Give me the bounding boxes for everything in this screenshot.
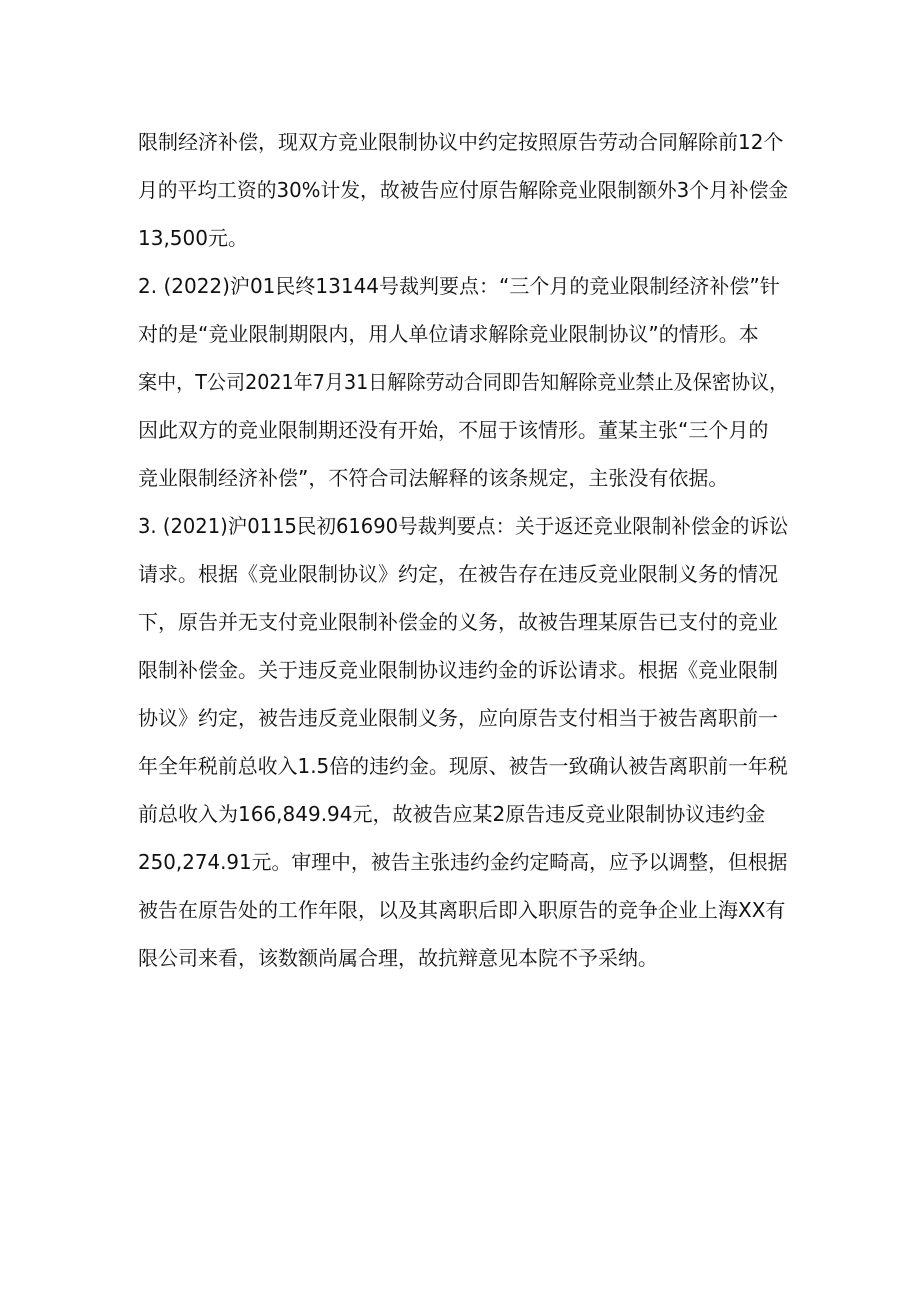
- text-line: 限制经济补偿，现双方竞业限制协议中约定按照原告劳动合同解除前12个: [138, 130, 784, 154]
- text-line: 250,274.91元。审理中，被告主张违约金约定畸高，应予以调整，但根据: [138, 850, 788, 874]
- text-line: 3. (2021)沪0115民初61690号裁判要点：关于返还竞业限制补偿金的诉讼: [138, 514, 789, 538]
- text-line: 请求。根据《竞业限制协议》约定，在被告存在违反竞业限制义务的情况: [138, 562, 778, 586]
- text-line: 限制补偿金。关于违反竞业限制协议违约金的诉讼请求。根据《竞业限制: [138, 658, 778, 682]
- text-line: 案中，T公司2021年7月31日解除劳动合同即告知解除竞业禁止及保密协议，: [138, 370, 789, 394]
- text-line: 对的是“竞业限制期限内，用人单位请求解除竞业限制协议”的情形。本: [138, 322, 759, 346]
- text-line: 因此双方的竞业限制期还没有开始，不屈于该情形。董某主张“三个月的: [138, 418, 769, 442]
- text-line: 2. (2022)沪01民终13144号裁判要点：“三个月的竞业限制经济补偿”针: [138, 274, 780, 298]
- text-line: 年全年税前总收入1.5倍的违约金。现原、被告一致确认被告离职前一年税: [138, 754, 788, 778]
- text-line: 限公司来看，该数额尚属合理，故抗辩意见本院不予采纳。: [138, 946, 658, 970]
- text-line: 13,500元。: [138, 226, 248, 250]
- text-line: 竞业限制经济补偿”，不符合司法解释的该条规定，主张没有依据。: [138, 466, 729, 490]
- text-line: 前总收入为166,849.94元，故被告应某2原告违反竞业限制协议违约金: [138, 802, 766, 826]
- text-line: 月的平均工资的30%计发，故被告应付原告解除竞业限制额外3个月补偿金: [138, 178, 789, 202]
- text-line: 下，原告并无支付竞业限制补偿金的义务，故被告理某原告已支付的竞业: [138, 610, 778, 634]
- text-line: 被告在原告处的工作年限，以及其离职后即入职原告的竞争企业上海XX有: [138, 898, 786, 922]
- text-line: 协议》约定，被告违反竞业限制义务，应向原告支付相当于被告离职前一: [138, 706, 778, 730]
